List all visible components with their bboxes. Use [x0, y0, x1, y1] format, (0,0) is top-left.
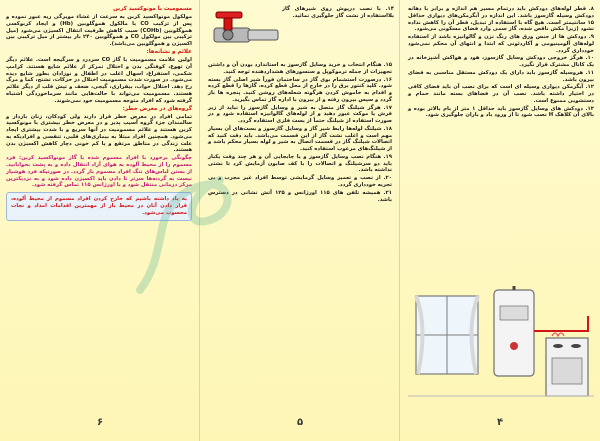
- heading-co-poisoning: مسمومیت با مونوکسید کربن: [112, 6, 192, 12]
- panel-4-text: [408, 6, 594, 120]
- page-number-5: ۵: [296, 417, 304, 428]
- reminder-text: به یاد داشته باشیم که خارج کردن افراد مسموم از محیط آلوده، قرار دادن آنان در محیط باز از مهمترین اقدامات امداد و نجات محسوب می‌شود.: [11, 196, 187, 216]
- item-14: ۱۴. با نصب درپوش روی شیرهای گاز بلااستفاده از نشت گاز جلوگیری نمائید.: [282, 6, 394, 19]
- paragraph-first-aid: چگونگی برخورد با افراد مسموم شده با گاز مونواکسید کربن: فرد مسموم را از محیط آلوده به هوای آزاد انتقال داده و به پشت بخوابانید. از بستن لباس‌های تنگ افراد مسموم باز گردد. در صورتیکه فرد هوشیار نیست به گردنه‌ها سرتر تا دادن باید اکسیژن داده شود و به نزدیکترین مرکز درمانی منتقل شود و با اورژانس ۱۱۵ تماس گرفته شود.: [6, 155, 192, 189]
- item-13: ۱۳. دودکش های وسایل گازسوز باید حداقل ۱ متر از بام بالاتر بوده و بالای آن کلاهک H نصب شود تا از ورود باد و باران جلوگیری شود.: [408, 105, 594, 119]
- item-21: ۲۱. همیشه تلفن های ۱۱۵ اورژانس و ۱۲۵ آتش نشانی در دسترس باشد.: [208, 189, 392, 203]
- paragraph-co-mechanism: مولکول مونواکسید کربن به سرعت از غشاء مویرگی ریه عبور نموده و پس از ترکیب CO با مالکول هموگلوبین (Hb) و ایجاد کربوکسی هموگلوبین (COHb) سبب کاهش ظرفیت انتقال اکسیژن می‌شود (میل ترکیبی بین مولکول CO و هموگلوبین ۲۴۰ بار بیشتر از میل ترکیبی بین اکسیژن و هموگلوبین می‌باشد).: [6, 14, 193, 48]
- paragraph-risk-groups: تمامی افراد در معرض خطر قرار دارند ولی کودکان، زنان باردار و سالمندان جزء گروه آسیب پذیر و در معرض خطر بیشتری با مونوکسید کربن هستند و علائم مسمومیت در آنها سریع و با شدت بیشتری ایجاد می‌شود. همچنین افراد مبتلا به بیماری‌های قلبی، تنفسی و افرادیکه به علت زندگی در مناطق مرتفع و یا کم خونی دچار کاهش اکسیژن بدن هستند.: [6, 113, 192, 154]
- item-17: ۱۷. هرگز شیلنگ گاز متصل به شیر و وسایل گازسوز را نباید از زیر فرش یا موکت عبور دهید و از لوله‌های گالوانیزه استفاده شود و در صورت استفاده از شیلنگ حتماً از بست فلزی استفاده گردد.: [208, 104, 392, 125]
- item-10: ۱۰. هرگز خروجی دودکش وسایل گازسوز، هود و هواکش آشپزخانه در یک کانال مشترک قرار نگیرد.: [408, 55, 594, 69]
- item-18: ۱۸. شیلنگ لوله‌ها رابط شیر گاز و وسایل گازسوز و بست‌های آن بسیار مهم است و اغلب نشت گاز از این قسمت می‌باشد. باید دقت کنید که اتصالات شیلنگ گاز در قسمت اتصال به شیر و لوله بسیار محکم باشد و از شیلنگ‌های مرغوب استفاده کنید.: [208, 125, 392, 153]
- window-icon: [416, 296, 478, 374]
- item-12: ۱۲. آبگرمکن دیواری وسیله ای است که برای نصب آن باید فضای کافی در اختیار داشته باشد. نصب آن در فضاهای بسته مانند حمام و دستشویی ممنوع است.: [408, 84, 594, 104]
- stove-icon: [546, 333, 588, 396]
- page-number-6: ۶: [96, 417, 104, 428]
- page-number-4: ۴: [496, 417, 504, 428]
- heading-symptoms: علائم و نشانه‌ها:: [146, 48, 192, 55]
- paragraph-symptoms: اولین علامت مسمومیت با گاز CO سردرد و سرگیجه است. علائم دیگر آن تهوع، کوفتگی بدن و اختلال تمرکز از علائم شایع هستند. کرامپ شکمی، استفراغ، اسهال اغلب در اطفال و نوزادان بطور شایع دیده می‌شود. در صورت شدت مسمومیت اختلال در حرکات، تشنج، کما و مرگ رخ دهد. اختلال خواب، بیقراری، گیجی، ضعف و تپش قلب از دیگر علائم هستند. مسمومیت می‌تواند با حالت‌هایی مانند سرماخوردگی اشتباه گرفته شود که افراد متوجه مسمومیت خود نمی‌شوند.: [6, 57, 192, 104]
- item-20: ۲۰. از نصب و تعمیر وسایل گرمایشی توسط افراد غیر مجرب و بی تجربه خودداری گردد.: [208, 175, 392, 189]
- home-appliances-illustration: [408, 286, 594, 416]
- water-heater-icon: [494, 286, 534, 376]
- item-8: ۸. قطر لوله‌های دودکش باید درتمام مسیر هم اندازه و برابر با دهانه دودکش وسیله گازسوز باشد. این اندازه در آبگرمکن‌های دیواری حداقل ۱۵ سانتیمتر است. هیچ گاه با استفاده از تبدیل، قطر آن را کاهش نداده نشود (زیرا مکش ناقص شده، گاز سمی وارد فضای مسکونی می‌شود.: [408, 6, 594, 33]
- item-19: ۱۹. هنگام نصب وسایل گازسوز و یا جابجایی آن و هر چند وقت یکبار باید دو سرشیلنگ و اتصالات را با کف صابون آزمایش کرد تا نشتی نداشته باشد.: [208, 153, 392, 174]
- swirl-decoration: [130, 150, 250, 300]
- heading-risk-groups: گروه‌های در معرض خطر:: [122, 105, 192, 112]
- item-16: ۱۶. درصورت استشمام بوی گاز در ساختمان فوراً شیر اصلی گاز بسته شود. کلید کنتور برق را در خارج از محل قطع کرده، گازها را قطع کرده و اقدام به خاموش کردن هرگونه شعله‌های روشن کنید. پنجره ها باز گردد و سپس بیرون رفته و از بیرون با اداره گاز تماس بگیرید.: [208, 76, 392, 103]
- item-9: ۹. دودکش ها از جنس ورق های رنگ نزن و گالوانیزه باشد از استفاده لوله‌های آلومینیومی و آکاردئونی که ابتدا و انتهای آن محکم نمی‌شود خودداری گردد.: [408, 34, 594, 54]
- item-15: ۱۵. هنگام انتخاب و خرید وسایل گازسوز به استاندارد بودن آن و داشتن تجهیزات از جمله ترموکوپل و سنسورهای هشداردهنده توجه کنید.: [208, 62, 392, 75]
- panel-page-4: [400, 0, 600, 441]
- gas-valve-icon: [210, 8, 282, 60]
- item-11: ۱۱. هروسیله گازسوز باید دارای یک دودکش مستقل مناسبی به فضای بیرون باشد.: [408, 69, 594, 83]
- panel-5-intro: [282, 6, 394, 21]
